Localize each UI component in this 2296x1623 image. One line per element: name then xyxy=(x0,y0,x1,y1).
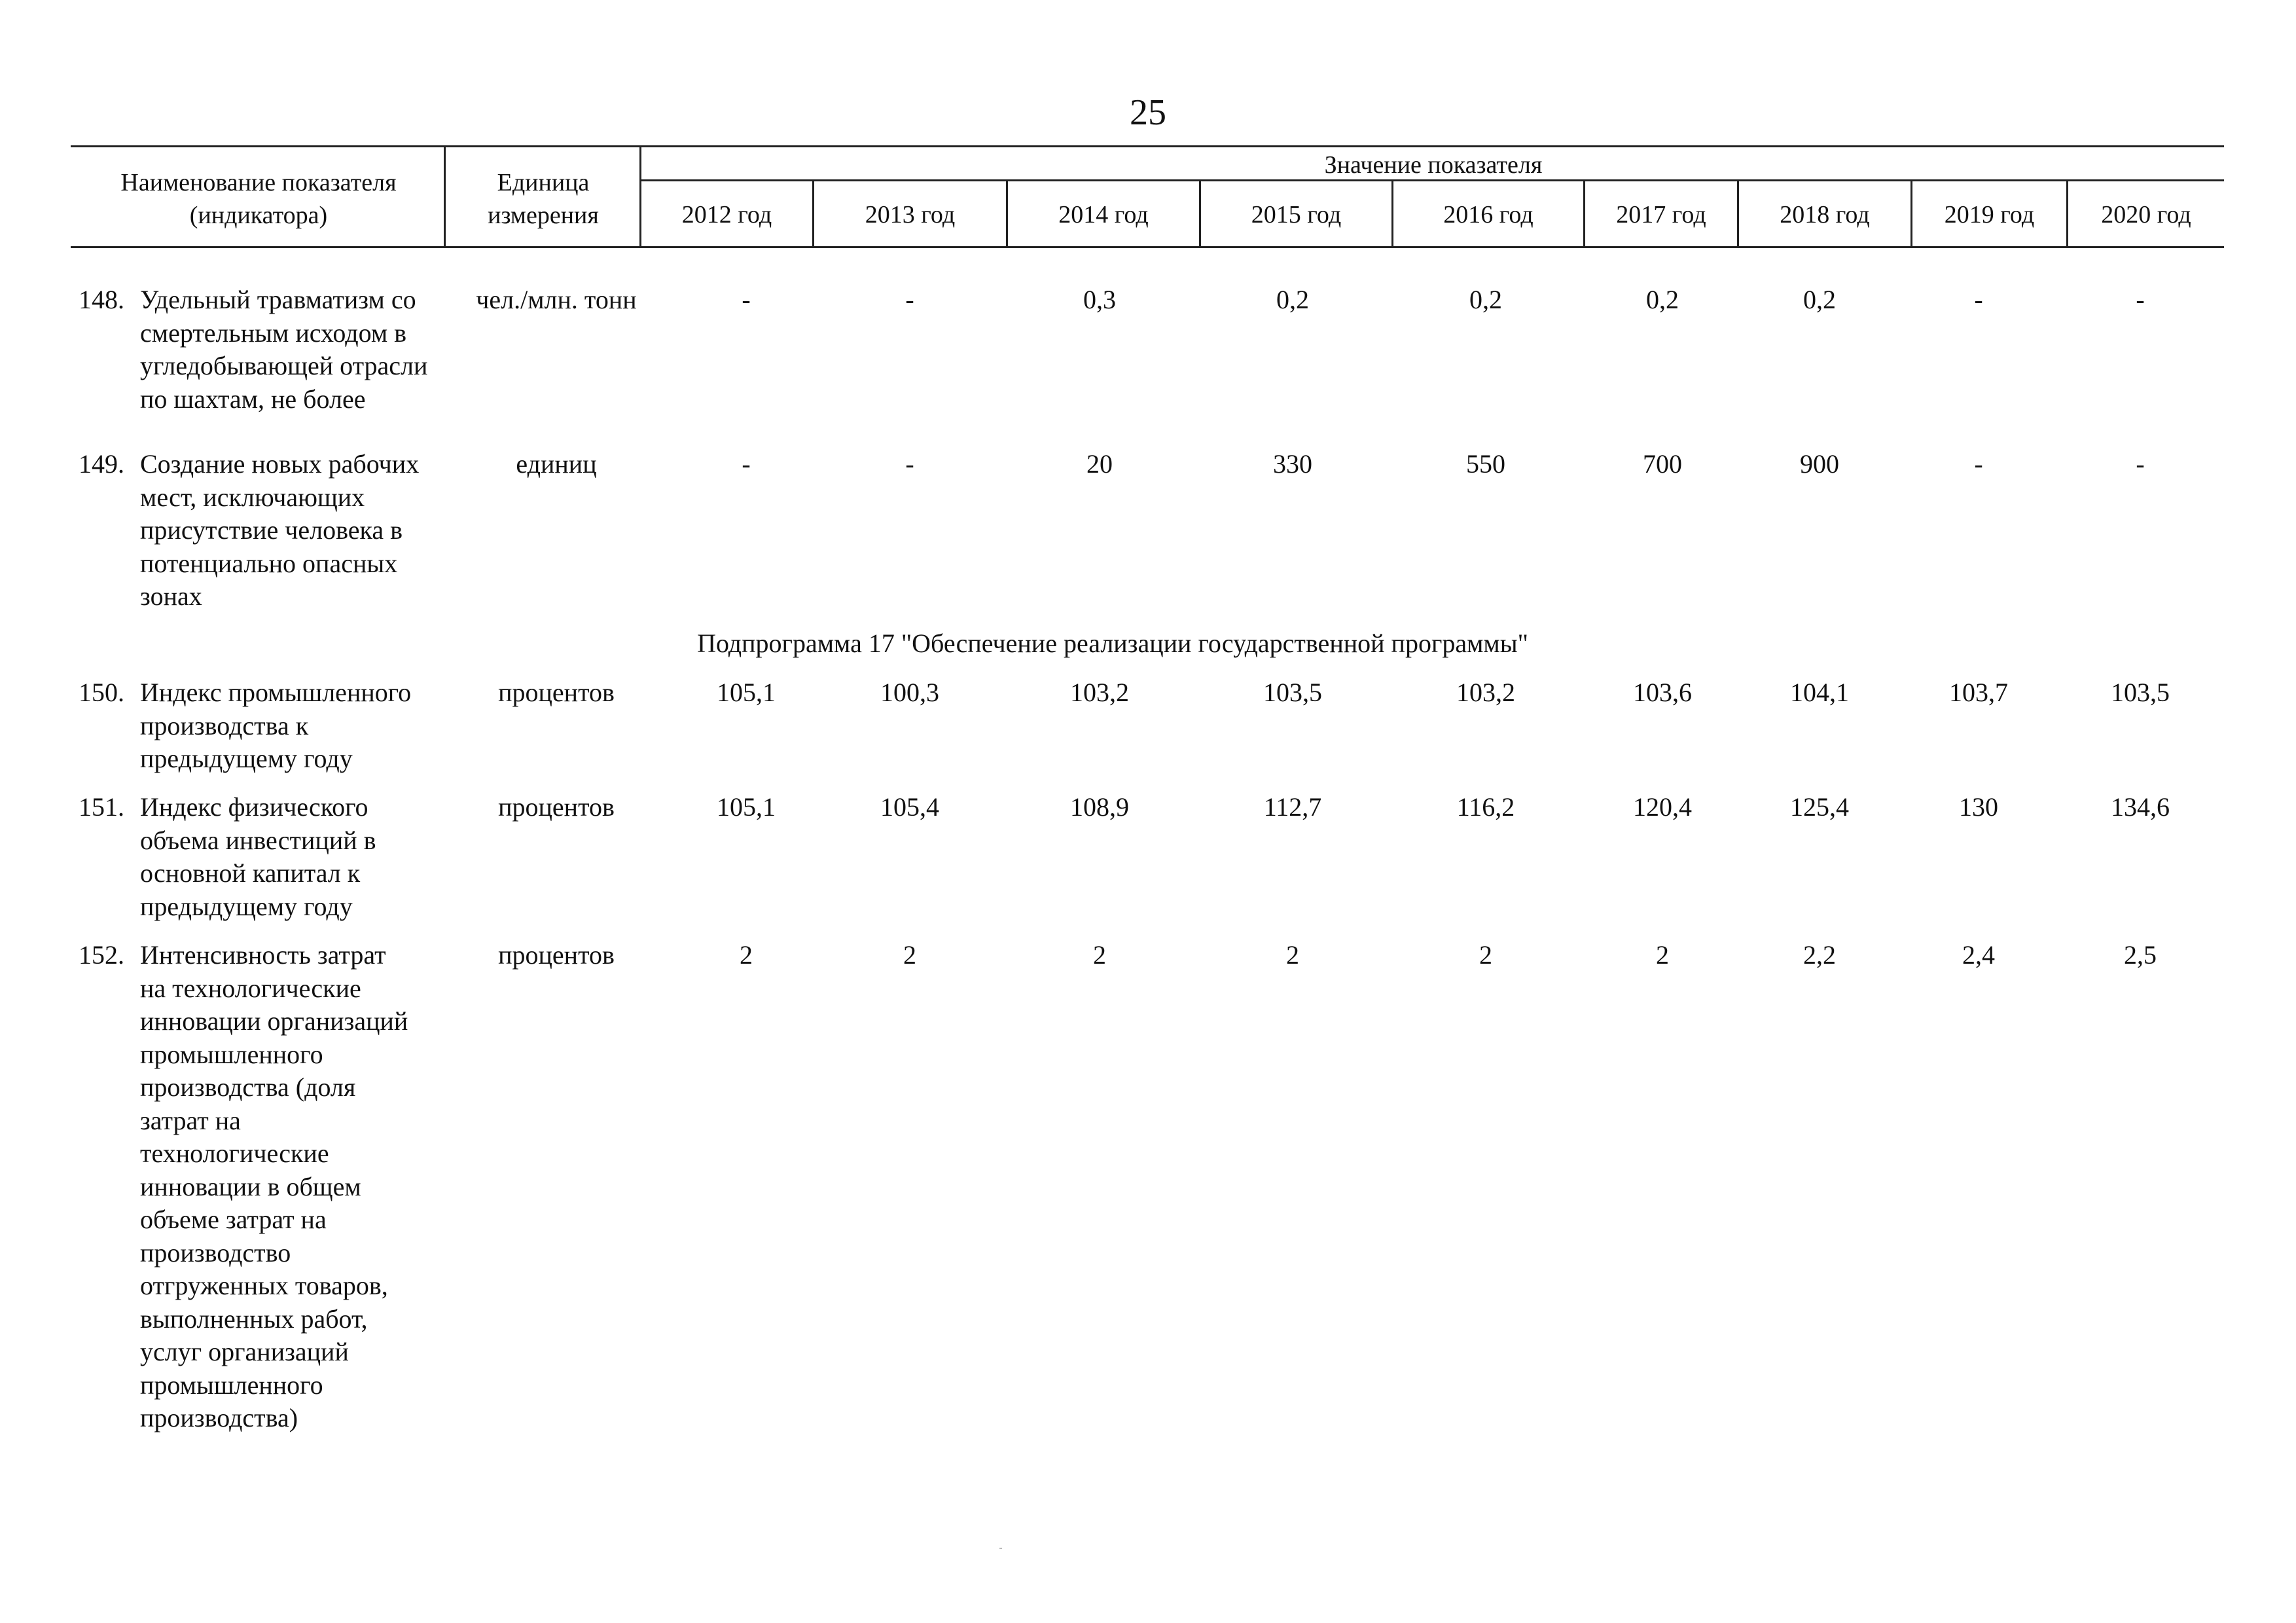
value-cell: 330 xyxy=(1273,449,1312,479)
value-cell: 103,5 xyxy=(1263,678,1322,707)
row-number: 151. xyxy=(79,792,124,822)
value-cell: - xyxy=(742,449,751,479)
value-cell: - xyxy=(905,285,914,314)
value-cell: 100,3 xyxy=(880,678,939,707)
year-header: 2020 год xyxy=(2101,201,2191,228)
header-top-rule xyxy=(71,145,2224,147)
indicator-name: Индекс физического объема инвестиций в основной капитал к предыдущему году xyxy=(140,792,376,921)
value-cell: - xyxy=(1974,285,1983,314)
indicator-unit: процентов xyxy=(498,678,615,707)
year-header: 2014 год xyxy=(1058,201,1149,228)
value-cell: - xyxy=(1974,449,1983,479)
row-number: 150. xyxy=(79,678,124,707)
indicator-name: Создание новых рабочих мест, исключающих присутствие человека в потенциально опасных зонах xyxy=(140,449,420,611)
value-cell: - xyxy=(2136,285,2145,314)
row-number: 148. xyxy=(79,285,124,314)
indicator-name: Удельный травматизм со смертельным исходом в угледобывающей отрасли по шахтам, не более xyxy=(140,285,428,414)
value-cell: 2,2 xyxy=(1803,940,1836,970)
indicator-unit: процентов xyxy=(498,792,615,822)
subprogram-title: Подпрограмма 17 "Обеспечение реализации государственной программы" xyxy=(697,629,1528,658)
year-header: 2013 год xyxy=(865,201,956,228)
scan-speck xyxy=(999,1548,1002,1549)
value-cell: 2 xyxy=(1286,940,1299,970)
indicator-unit: единиц xyxy=(516,449,597,479)
value-cell: 2 xyxy=(740,940,753,970)
value-cell: - xyxy=(905,449,914,479)
value-cell: 134,6 xyxy=(2111,792,2170,822)
value-cell: 0,2 xyxy=(1803,285,1836,314)
value-cell: 120,4 xyxy=(1633,792,1692,822)
value-cell: 0,3 xyxy=(1083,285,1116,314)
value-cell: 105,1 xyxy=(717,792,776,822)
value-cell: 105,4 xyxy=(880,792,939,822)
year-header: 2016 год xyxy=(1443,201,1534,228)
value-cell: 103,2 xyxy=(1070,678,1129,707)
value-cell: - xyxy=(742,285,751,314)
year-header: 2012 год xyxy=(681,201,772,228)
value-cell: 104,1 xyxy=(1790,678,1849,707)
value-cell: 0,2 xyxy=(1469,285,1502,314)
indicator-name: Индекс промышленного производства к предыдущему году xyxy=(140,678,412,773)
header-bottom-rule xyxy=(71,246,2224,248)
value-cell: 900 xyxy=(1800,449,1839,479)
indicator-unit: процентов xyxy=(498,940,615,970)
year-header: 2018 год xyxy=(1780,201,1870,228)
column-header-values: Значение показателя xyxy=(1324,151,1543,179)
value-cell: 700 xyxy=(1643,449,1682,479)
value-cell: 108,9 xyxy=(1070,792,1129,822)
value-cell: 2,4 xyxy=(1962,940,1995,970)
value-cell: 103,6 xyxy=(1633,678,1692,707)
value-cell: 2 xyxy=(1479,940,1492,970)
page-number: 25 xyxy=(1130,92,1166,133)
value-cell: 2 xyxy=(1656,940,1669,970)
value-cell: 116,2 xyxy=(1456,792,1515,822)
indicator-name: Интенсивность затрат на технологические инновации организаций промышленного производства (доля затрат на технологические инновации в общем объеме затрат на производство отгруженных товаров, выполненных работ, услуг организаций промышленного производства) xyxy=(140,940,408,1432)
row-number: 152. xyxy=(79,940,124,970)
value-cell: 105,1 xyxy=(717,678,776,707)
column-header-unit: Единица измерения xyxy=(488,169,599,229)
row-number: 149. xyxy=(79,449,124,479)
value-cell: 103,7 xyxy=(1949,678,2008,707)
value-cell: 0,2 xyxy=(1276,285,1309,314)
value-cell: 550 xyxy=(1466,449,1505,479)
value-cell: 125,4 xyxy=(1790,792,1849,822)
value-cell: 103,5 xyxy=(2111,678,2170,707)
value-cell: 0,2 xyxy=(1646,285,1679,314)
year-header: 2019 год xyxy=(1944,201,2035,228)
year-header: 2017 год xyxy=(1616,201,1706,228)
value-cell: 112,7 xyxy=(1263,792,1322,822)
indicator-unit: чел./млн. тонн xyxy=(476,285,637,314)
value-cell: 130 xyxy=(1959,792,1998,822)
value-cell: 2 xyxy=(1093,940,1106,970)
value-cell: 2,5 xyxy=(2124,940,2157,970)
value-cell: 20 xyxy=(1086,449,1113,479)
column-header-name: Наименование показателя (индикатора) xyxy=(120,169,397,229)
value-cell: - xyxy=(2136,449,2145,479)
year-header: 2015 год xyxy=(1251,201,1342,228)
value-cell: 103,2 xyxy=(1456,678,1515,707)
value-cell: 2 xyxy=(903,940,916,970)
header-divider xyxy=(444,145,446,248)
